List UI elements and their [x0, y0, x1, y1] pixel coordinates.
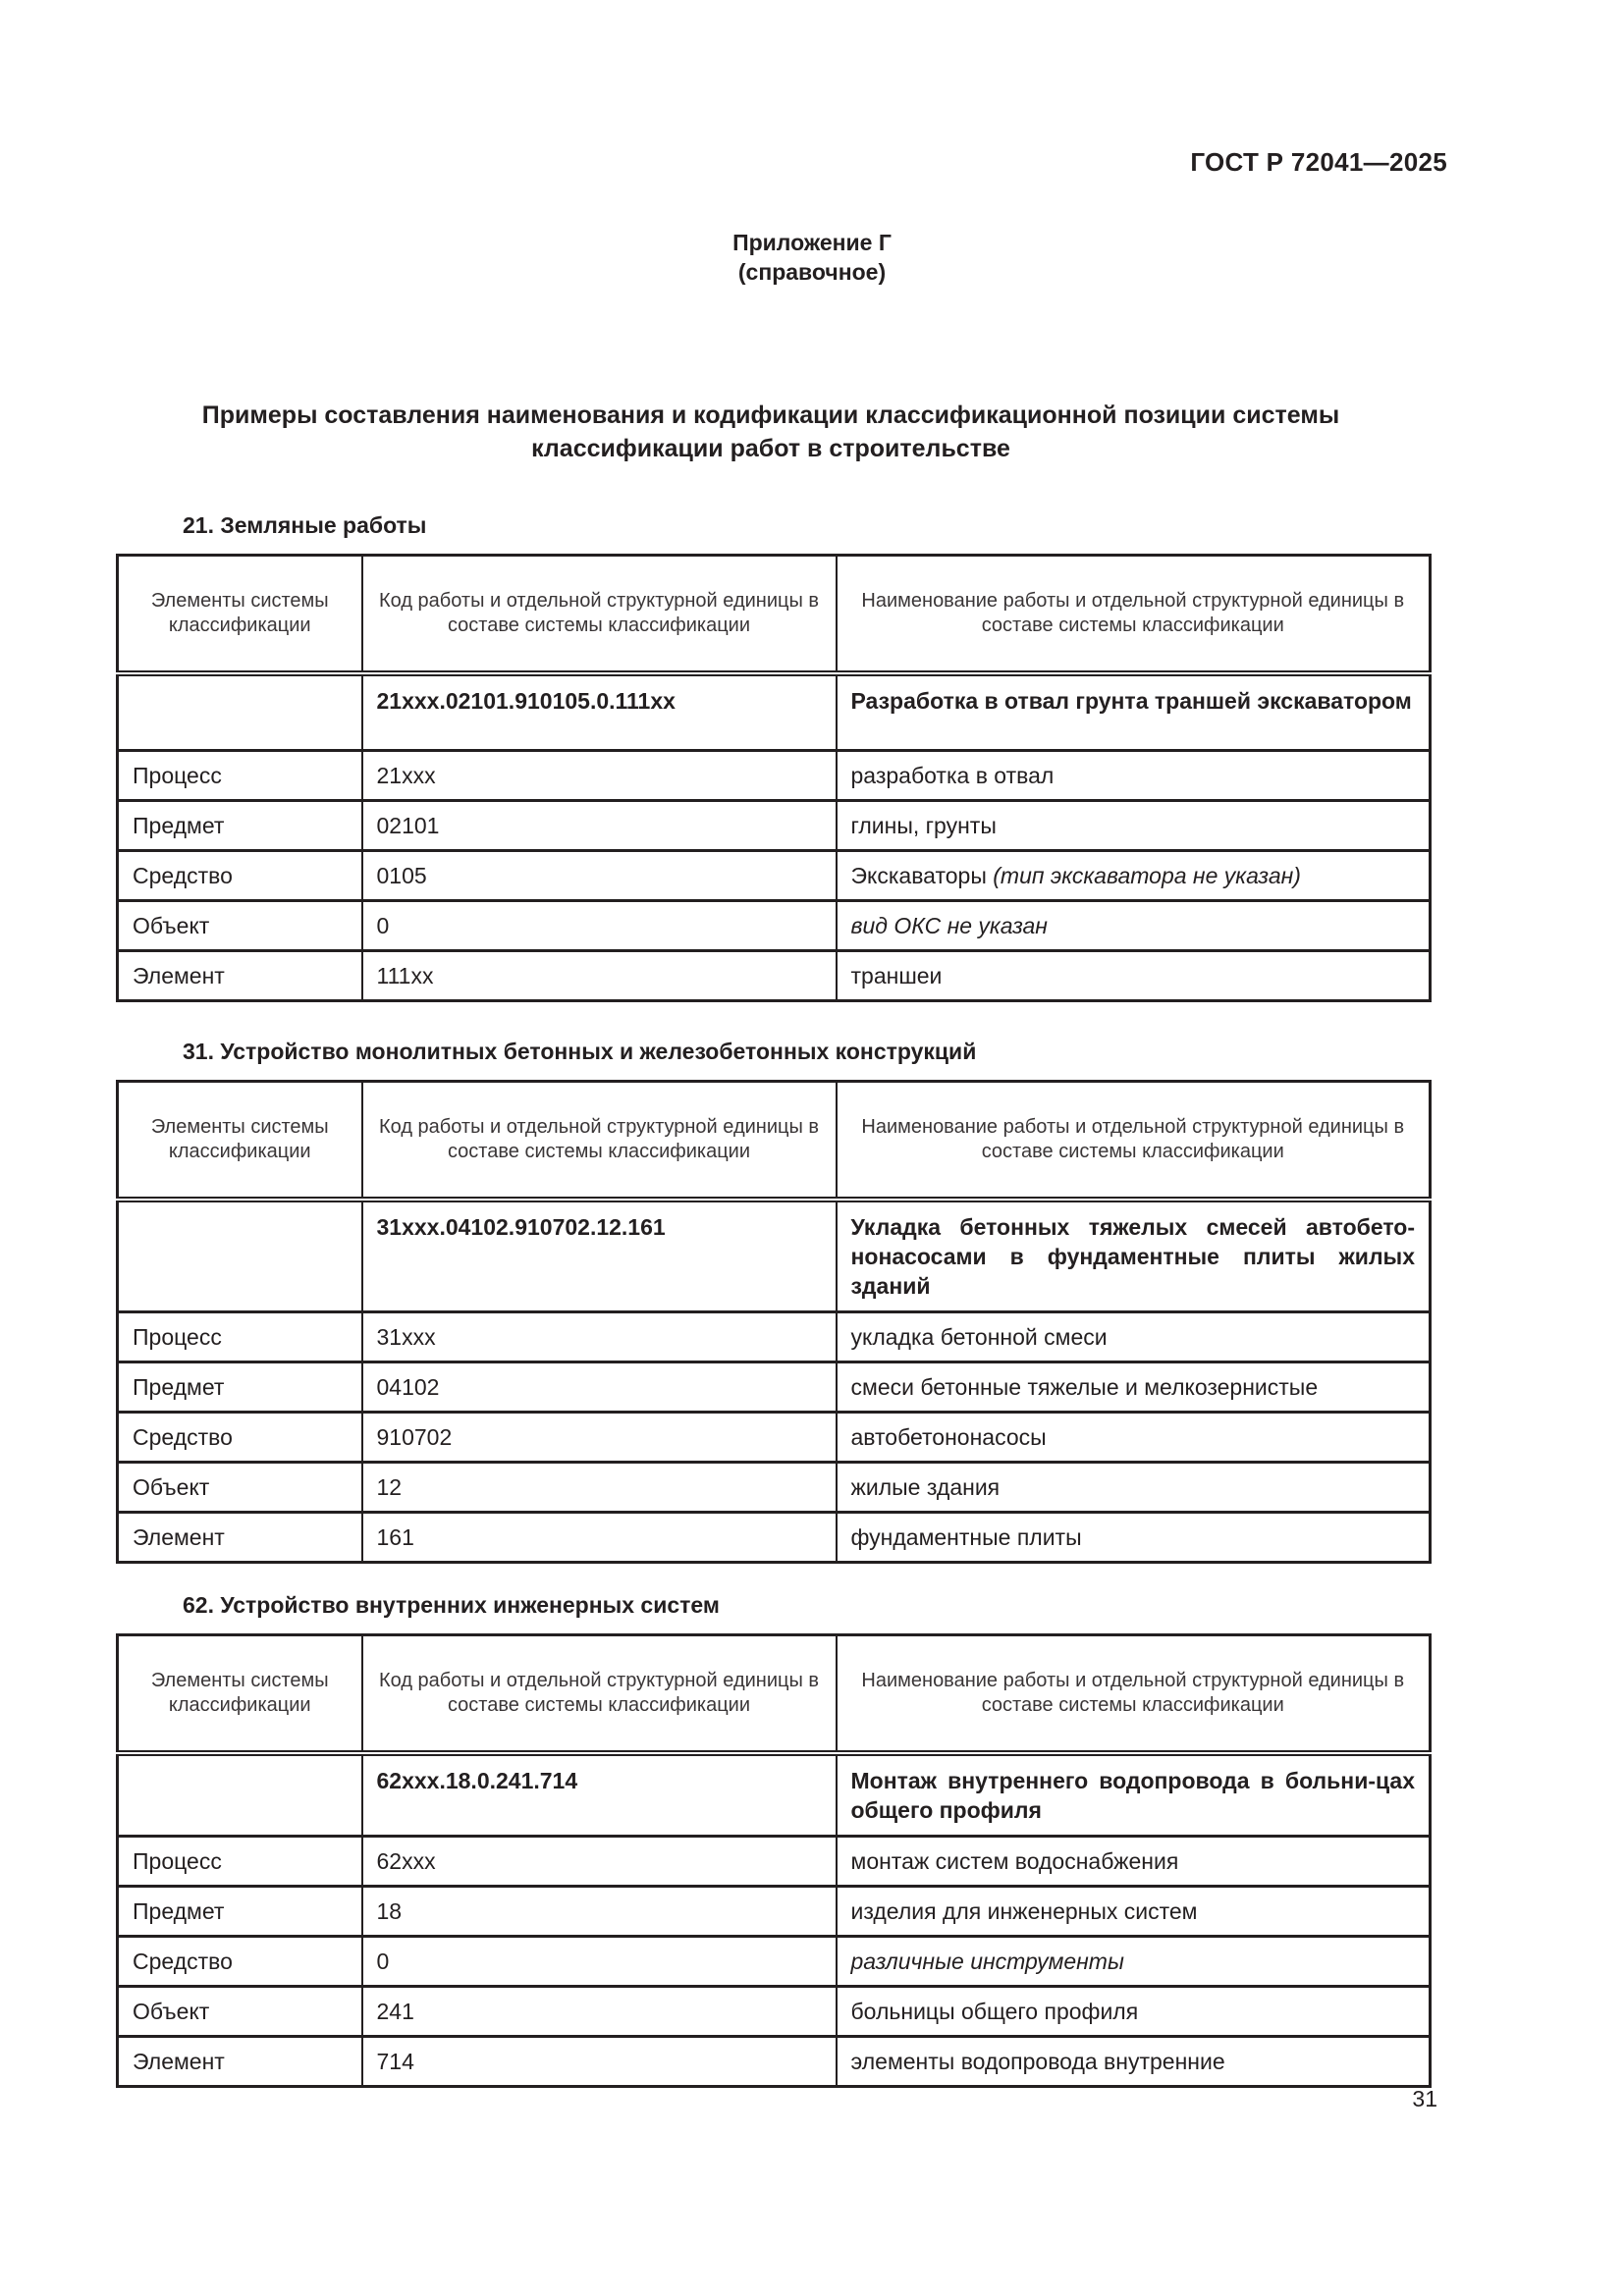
element-code: 62xxx — [362, 1837, 837, 1887]
element-name: жилые здания — [837, 1463, 1431, 1513]
element-code: 0105 — [362, 850, 837, 900]
table-row — [118, 1837, 1431, 1887]
element-label: Объект — [118, 1987, 362, 2037]
document-code: ГОСТ Р 72041—2025 — [1190, 147, 1447, 177]
element-code: 0 — [362, 900, 837, 950]
element-name: различные инструменты — [837, 1937, 1431, 1987]
main-title-line-1: Примеры составления наименования и кодификации классификационной позиции системы — [201, 401, 1340, 429]
table-row — [118, 1937, 1431, 1987]
element-label: Предмет — [118, 1887, 362, 1937]
element-name: монтаж систем водоснабжения — [837, 1837, 1431, 1887]
element-label: Элемент — [118, 950, 362, 1000]
section-title: 31. Устройство монолитных бетонных и железобетонных конструкций — [183, 1039, 977, 1064]
header-code: Код работы и отдельной структурной единицы в составе системы классификации — [362, 1635, 837, 1754]
empty-cell — [118, 1200, 362, 1312]
classification-table — [116, 1080, 1432, 1564]
header-name: Наименование работы и отдельной структурной единицы в составе системы классификации — [837, 1635, 1431, 1754]
table-row — [118, 1987, 1431, 2037]
element-name: разработка в отвал — [837, 750, 1431, 800]
element-name: траншеи — [837, 950, 1431, 1000]
element-code: 714 — [362, 2037, 837, 2087]
classification-table — [116, 554, 1432, 1002]
element-code: 18 — [362, 1887, 837, 1937]
header-code: Код работы и отдельной структурной единицы в составе системы классификации — [362, 1082, 837, 1201]
header-elements: Элементы системы классификации — [118, 1635, 362, 1754]
element-name: глины, грунты — [837, 800, 1431, 850]
element-label: Объект — [118, 1463, 362, 1513]
annex-subtitle: (справочное) — [737, 259, 887, 285]
element-code: 04102 — [362, 1362, 837, 1413]
table-row — [118, 1513, 1431, 1563]
table-row — [118, 1463, 1431, 1513]
element-label: Средство — [118, 1937, 362, 1987]
element-code: 12 — [362, 1463, 837, 1513]
element-name: укладка бетонной смеси — [837, 1312, 1431, 1362]
table-header-row — [118, 1082, 1431, 1201]
classification-table — [116, 1633, 1432, 2088]
element-code: 241 — [362, 1987, 837, 2037]
element-name: больницы общего профиля — [837, 1987, 1431, 2037]
main-title-line-2: классификации работ в строительстве — [531, 435, 1010, 462]
element-label: Элемент — [118, 1513, 362, 1563]
element-label: Процесс — [118, 1837, 362, 1887]
full-code: 62xxx.18.0.241.714 — [362, 1753, 837, 1837]
full-code-row — [118, 673, 1431, 750]
element-name: изделия для инженерных систем — [837, 1887, 1431, 1937]
table-row — [118, 800, 1431, 850]
table-row — [118, 950, 1431, 1000]
table-header-row — [118, 1635, 1431, 1754]
element-code: 910702 — [362, 1413, 837, 1463]
table-row — [118, 1312, 1431, 1362]
header-elements: Элементы системы классификации — [118, 556, 362, 674]
element-label: Средство — [118, 850, 362, 900]
annex-title: Приложение Г — [732, 230, 892, 255]
full-code: 31xxx.04102.910702.12.161 — [362, 1200, 837, 1312]
element-name: Экскаваторы (тип экскаватора не указан) — [837, 850, 1431, 900]
element-label: Предмет — [118, 1362, 362, 1413]
full-name: Укладка бетонных тяжелых смесей автобето-нонасосами в фундаментные плиты жилых зданий — [837, 1200, 1431, 1312]
full-name: Монтаж внутреннего водопровода в больни-цах общего профиля — [837, 1753, 1431, 1837]
table-row — [118, 750, 1431, 800]
table-header-row — [118, 556, 1431, 674]
element-code: 0 — [362, 1937, 837, 1987]
element-code: 111xx — [362, 950, 837, 1000]
header-name: Наименование работы и отдельной структурной единицы в составе системы классификации — [837, 1082, 1431, 1201]
element-name: смеси бетонные тяжелые и мелкозернистые — [837, 1362, 1431, 1413]
element-code: 161 — [362, 1513, 837, 1563]
element-label: Средство — [118, 1413, 362, 1463]
empty-cell — [118, 1753, 362, 1837]
element-code: 02101 — [362, 800, 837, 850]
header-elements: Элементы системы классификации — [118, 1082, 362, 1201]
element-code: 31xxx — [362, 1312, 837, 1362]
element-code: 21xxx — [362, 750, 837, 800]
full-code: 21xxx.02101.910105.0.111xx — [362, 673, 837, 750]
section-title: 62. Устройство внутренних инженерных систем — [183, 1592, 720, 1618]
element-label: Элемент — [118, 2037, 362, 2087]
element-label: Предмет — [118, 800, 362, 850]
full-code-row — [118, 1753, 1431, 1837]
element-name: элементы водопровода внутренние — [837, 2037, 1431, 2087]
header-name: Наименование работы и отдельной структурной единицы в составе системы классификации — [837, 556, 1431, 674]
element-name: фундаментные плиты — [837, 1513, 1431, 1563]
table-row — [118, 2037, 1431, 2087]
table-row — [118, 1362, 1431, 1413]
table-row — [118, 850, 1431, 900]
empty-cell — [118, 673, 362, 750]
element-label: Процесс — [118, 1312, 362, 1362]
element-name: автобетононасосы — [837, 1413, 1431, 1463]
full-name: Разработка в отвал грунта траншей экскаватором — [837, 673, 1431, 750]
table-row — [118, 1887, 1431, 1937]
section-title: 21. Земляные работы — [183, 512, 427, 538]
table-row — [118, 1413, 1431, 1463]
page-number: 31 — [1412, 2086, 1437, 2111]
element-label: Процесс — [118, 750, 362, 800]
full-code-row — [118, 1200, 1431, 1312]
header-code: Код работы и отдельной структурной единицы в составе системы классификации — [362, 556, 837, 674]
table-row — [118, 900, 1431, 950]
element-name: вид ОКС не указан — [837, 900, 1431, 950]
element-label: Объект — [118, 900, 362, 950]
